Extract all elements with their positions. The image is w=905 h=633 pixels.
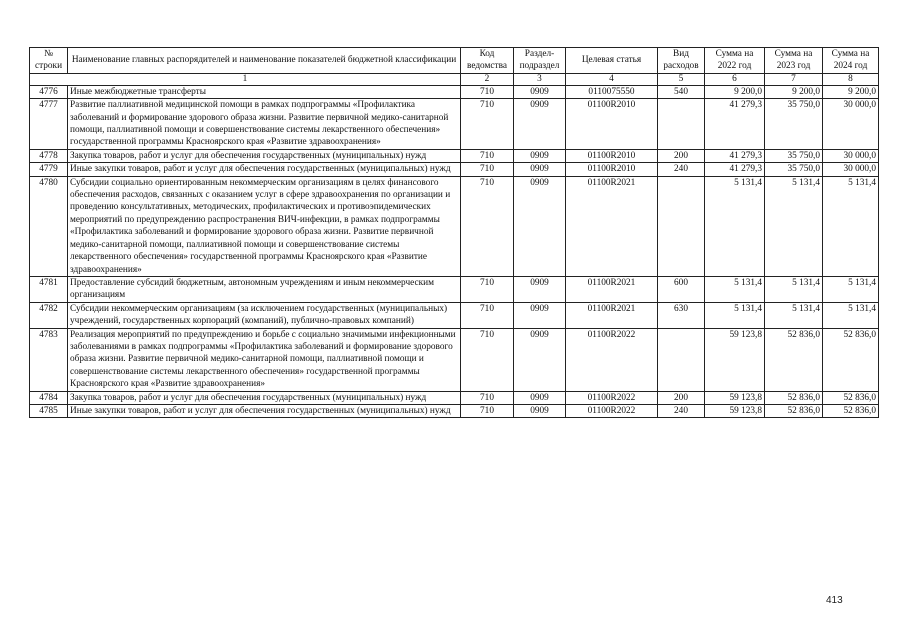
row-expense-type: 240 xyxy=(658,163,705,176)
row-expense-type: 240 xyxy=(658,404,705,417)
row-section: 0909 xyxy=(514,176,566,276)
row-sum-2024: 5 131,4 xyxy=(823,276,879,302)
row-sum-2022: 41 279,3 xyxy=(705,163,765,176)
row-sum-2022: 59 123,8 xyxy=(705,404,765,417)
row-sum-2022: 41 279,3 xyxy=(705,149,765,162)
row-expense-type: 200 xyxy=(658,149,705,162)
row-name: Развитие паллиативной медицинской помощи в рамках подпрограммы «Профилактика заболеваний и формирование здорового образа жизни. Развитие первичной медико-санитарной помощи, паллиативной помощи и совершенствование системы лекарственного обеспечения» государственной программы Красноярского края «Развитие здравоохранения» xyxy=(68,99,461,150)
row-sum-2023: 5 131,4 xyxy=(765,276,823,302)
row-number: 4784 xyxy=(30,391,68,404)
row-number: 4779 xyxy=(30,163,68,176)
row-expense-type: 540 xyxy=(658,85,705,98)
table-row xyxy=(30,85,879,98)
row-name: Иные закупки товаров, работ и услуг для обеспечения государственных (муниципальных) нужд xyxy=(68,163,461,176)
row-sum-2022: 5 131,4 xyxy=(705,276,765,302)
row-expense-type: 600 xyxy=(658,276,705,302)
row-sum-2024: 52 836,0 xyxy=(823,328,879,391)
row-number: 4777 xyxy=(30,99,68,150)
row-sum-2023: 9 200,0 xyxy=(765,85,823,98)
row-section: 0909 xyxy=(514,99,566,150)
row-section: 0909 xyxy=(514,163,566,176)
column-number: 1 xyxy=(30,73,461,85)
table-row xyxy=(30,302,879,328)
row-name: Иные межбюджетные трансферты xyxy=(68,85,461,98)
row-target: 01100R2022 xyxy=(566,404,658,417)
row-dept-code: 710 xyxy=(461,149,514,162)
row-dept-code: 710 xyxy=(461,163,514,176)
page-number: 413 xyxy=(826,595,843,606)
table-body xyxy=(30,85,879,418)
table-row xyxy=(30,149,879,162)
row-sum-2024: 52 836,0 xyxy=(823,391,879,404)
column-number: 7 xyxy=(765,73,823,85)
row-sum-2022: 9 200,0 xyxy=(705,85,765,98)
column-number: 3 xyxy=(514,73,566,85)
row-dept-code: 710 xyxy=(461,404,514,417)
row-number: 4783 xyxy=(30,328,68,391)
row-dept-code: 710 xyxy=(461,302,514,328)
row-number: 4778 xyxy=(30,149,68,162)
row-sum-2022: 5 131,4 xyxy=(705,302,765,328)
row-name: Субсидии социально ориентированным некоммерческим организациям в целях финансового обеспечения расходов, связанных с оказанием услуг в сфере здравоохранения по организации и проведению консультативных, методических, профилактических и противоэпидемических мероприятий по предупреждению распространения ВИЧ-инфекции, в рамках подпрограммы «Профилактика заболеваний и формирование здорового образа жизни. Развитие первичной медико-санитарной помощи, паллиативной помощи и совершенствование системы лекарственного обеспечения» государственной программы Красноярского края «Развитие здравоохранения» xyxy=(68,176,461,276)
row-sum-2023: 52 836,0 xyxy=(765,404,823,417)
row-dept-code: 710 xyxy=(461,391,514,404)
table-row xyxy=(30,176,879,276)
row-dept-code: 710 xyxy=(461,99,514,150)
row-target: 01100R2010 xyxy=(566,99,658,150)
column-number: 6 xyxy=(705,73,765,85)
row-sum-2024: 9 200,0 xyxy=(823,85,879,98)
row-section: 0909 xyxy=(514,276,566,302)
column-number: 5 xyxy=(658,73,705,85)
row-name: Реализация мероприятий по предупреждению и борьбе с социально значимыми инфекционными заболеваниями в рамках подпрограммы «Профилактика заболеваний и формирование здорового образа жизни. Развитие первичной медико-санитарной помощи, паллиативной помощи и совершенствование системы лекарственного обеспечения» государственной программы Красноярского края «Развитие здравоохранения» xyxy=(68,328,461,391)
row-name: Субсидии некоммерческим организациям (за исключением государственных (муниципальных) учреждений, государственных корпораций (компаний), публично-правовых компаний) xyxy=(68,302,461,328)
row-dept-code: 710 xyxy=(461,85,514,98)
row-sum-2023: 5 131,4 xyxy=(765,302,823,328)
row-section: 0909 xyxy=(514,149,566,162)
row-expense-type: 200 xyxy=(658,391,705,404)
row-target: 01100R2022 xyxy=(566,328,658,391)
table-header xyxy=(30,48,879,86)
row-name: Предоставление субсидий бюджетным, автономным учреждениям и иным некоммерческим организациям xyxy=(68,276,461,302)
row-section: 0909 xyxy=(514,328,566,391)
row-number: 4785 xyxy=(30,404,68,417)
row-number: 4780 xyxy=(30,176,68,276)
header-dept-code: Код ведомства xyxy=(461,48,514,74)
column-number: 8 xyxy=(823,73,879,85)
row-sum-2024: 5 131,4 xyxy=(823,302,879,328)
row-sum-2023: 35 750,0 xyxy=(765,149,823,162)
table-row xyxy=(30,276,879,302)
row-sum-2023: 52 836,0 xyxy=(765,328,823,391)
row-target: 0110075550 xyxy=(566,85,658,98)
row-section: 0909 xyxy=(514,404,566,417)
row-section: 0909 xyxy=(514,391,566,404)
row-expense-type xyxy=(658,328,705,391)
row-sum-2024: 30 000,0 xyxy=(823,99,879,150)
row-sum-2024: 30 000,0 xyxy=(823,149,879,162)
row-sum-2022: 59 123,8 xyxy=(705,391,765,404)
row-expense-type: 630 xyxy=(658,302,705,328)
column-number-row xyxy=(30,73,879,85)
row-sum-2023: 35 750,0 xyxy=(765,163,823,176)
row-target: 01100R2010 xyxy=(566,163,658,176)
column-number: 4 xyxy=(566,73,658,85)
header-row-no: № строки xyxy=(30,48,68,74)
table-row xyxy=(30,391,879,404)
row-target: 01100R2021 xyxy=(566,302,658,328)
row-expense-type xyxy=(658,176,705,276)
table-row xyxy=(30,328,879,391)
table-row xyxy=(30,99,879,150)
row-sum-2024: 30 000,0 xyxy=(823,163,879,176)
row-number: 4782 xyxy=(30,302,68,328)
row-expense-type xyxy=(658,99,705,150)
row-name: Закупка товаров, работ и услуг для обеспечения государственных (муниципальных) нужд xyxy=(68,149,461,162)
row-sum-2022: 41 279,3 xyxy=(705,99,765,150)
row-target: 01100R2022 xyxy=(566,391,658,404)
header-sum-2022: Сумма на 2022 год xyxy=(705,48,765,74)
header-name: Наименование главных распорядителей и наименование показателей бюджетной классификации xyxy=(68,48,461,74)
row-sum-2024: 52 836,0 xyxy=(823,404,879,417)
header-expense-type: Вид расходов xyxy=(658,48,705,74)
row-target: 01100R2010 xyxy=(566,149,658,162)
row-number: 4776 xyxy=(30,85,68,98)
header-section: Раздел-подраздел xyxy=(514,48,566,74)
row-sum-2022: 5 131,4 xyxy=(705,176,765,276)
row-sum-2023: 5 131,4 xyxy=(765,176,823,276)
row-sum-2024: 5 131,4 xyxy=(823,176,879,276)
header-target: Целевая статья xyxy=(566,48,658,74)
table-row xyxy=(30,163,879,176)
row-section: 0909 xyxy=(514,85,566,98)
column-number: 2 xyxy=(461,73,514,85)
row-name: Закупка товаров, работ и услуг для обеспечения государственных (муниципальных) нужд xyxy=(68,391,461,404)
row-dept-code: 710 xyxy=(461,176,514,276)
row-dept-code: 710 xyxy=(461,328,514,391)
table-row xyxy=(30,404,879,417)
row-sum-2022: 59 123,8 xyxy=(705,328,765,391)
row-sum-2023: 35 750,0 xyxy=(765,99,823,150)
row-number: 4781 xyxy=(30,276,68,302)
row-target: 01100R2021 xyxy=(566,276,658,302)
budget-table xyxy=(29,47,879,418)
header-sum-2023: Сумма на 2023 год xyxy=(765,48,823,74)
row-target: 01100R2021 xyxy=(566,176,658,276)
row-dept-code: 710 xyxy=(461,276,514,302)
row-name: Иные закупки товаров, работ и услуг для обеспечения государственных (муниципальных) нужд xyxy=(68,404,461,417)
row-section: 0909 xyxy=(514,302,566,328)
row-sum-2023: 52 836,0 xyxy=(765,391,823,404)
header-sum-2024: Сумма на 2024 год xyxy=(823,48,879,74)
